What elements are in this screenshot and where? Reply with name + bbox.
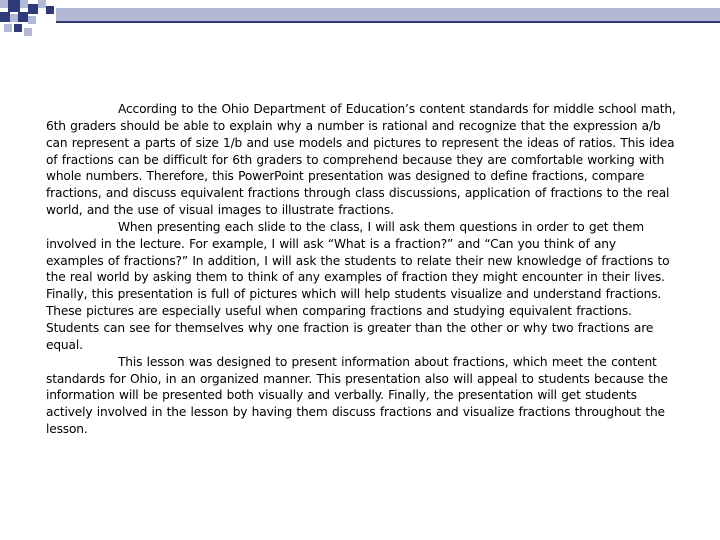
- corner-decoration: [0, 0, 720, 40]
- deco-square: [28, 4, 38, 14]
- top-bar-dark: [56, 21, 720, 23]
- deco-square: [20, 0, 28, 8]
- top-bar-light: [56, 8, 720, 21]
- deco-square: [18, 12, 28, 22]
- document-body: [46, 101, 676, 438]
- deco-square: [28, 16, 36, 24]
- deco-square: [38, 0, 46, 8]
- deco-square: [10, 14, 18, 22]
- deco-square: [24, 28, 32, 36]
- deco-square: [46, 6, 54, 14]
- paragraph-summary: This lesson was designed to present information about fractions, which meet the content standards for Ohio, in an organized manner. This presentation also will appeal to students because the information will be presented both visually and verbally. Finally, the presentation will get students actively involved in the lesson by having them discuss fractions and visualize fractions throughout the lesson.: [46, 354, 668, 437]
- deco-square: [14, 24, 22, 32]
- paragraph-standards: According to the Ohio Department of Education’s content standards for middle school math, 6th graders should be able to explain why a number is rational and recognize that the expression a/b can represent a parts of size 1/b and use models and pictures to represent the ideas of ratios. This idea of fractions can be difficult for 6th graders to comprehend because they are comfortable working with whole numbers. Therefore, this PowerPoint presentation was designed to define fractions, compare fractions, and discuss equivalent fractions through class discussions, application of fractions to the real world, and the use of visual images to illustrate fractions.: [46, 102, 676, 218]
- deco-square: [0, 12, 10, 22]
- deco-square: [4, 24, 12, 32]
- deco-square: [0, 0, 8, 8]
- deco-square: [8, 0, 20, 12]
- paragraph-presentation: When presenting each slide to the class, I will ask them questions in order to get them involved in the lecture. For example, I will ask “What is a fraction?” and “Can you think of any examples of fractions?” In addition, I will ask the students to relate their new knowledge of fractions to the real world by asking them to think of any examples of fraction they might encounter in their lives. Finally, this presentation is full of pictures which will help students visualize and understand fractions. These pictures are especially useful when comparing fractions and studying equivalent fractions. Students can see for themselves why one fraction is greater than the other or why two fractions are equal.: [46, 219, 670, 352]
